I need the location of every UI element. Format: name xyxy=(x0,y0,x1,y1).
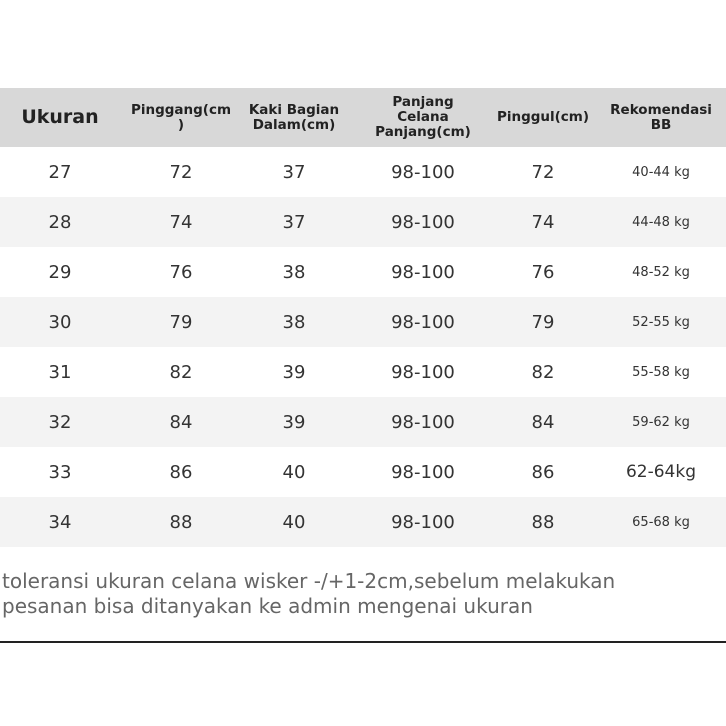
header-length: Panjang Celana Panjang(cm) xyxy=(375,94,471,140)
cell-weight: 65-68 kg xyxy=(632,514,690,530)
cell-inseam: 38 xyxy=(282,311,306,333)
cell-length: 98-100 xyxy=(391,211,455,233)
cell-length: 98-100 xyxy=(391,161,455,183)
note-line-1: toleransi ukuran celana wisker -/+1-2cm,sebelum melakukan xyxy=(2,569,616,593)
cell-size: 28 xyxy=(48,211,72,233)
table-row xyxy=(0,397,726,447)
table-row xyxy=(0,247,726,297)
header-size: Ukuran xyxy=(21,106,99,128)
table-row xyxy=(0,347,726,397)
cell-length: 98-100 xyxy=(391,461,455,483)
cell-inseam: 39 xyxy=(282,411,306,433)
cell-inseam: 40 xyxy=(282,461,306,483)
cell-size: 30 xyxy=(48,311,72,333)
cell-hip: 84 xyxy=(531,411,555,433)
cell-weight: 62-64kg xyxy=(625,462,697,482)
cell-waist: 82 xyxy=(169,361,193,383)
cell-weight: 55-58 kg xyxy=(632,364,690,380)
cell-inseam: 40 xyxy=(282,511,306,533)
cell-hip: 88 xyxy=(531,511,555,533)
table-row xyxy=(0,497,726,547)
cell-waist: 74 xyxy=(169,211,193,233)
table-row xyxy=(0,147,726,197)
cell-hip: 76 xyxy=(531,261,555,283)
cell-weight: 44-48 kg xyxy=(632,214,690,230)
cell-hip: 74 xyxy=(531,211,555,233)
tolerance-note xyxy=(2,569,615,619)
cell-size: 32 xyxy=(48,411,72,433)
cell-waist: 79 xyxy=(169,311,193,333)
cell-size: 34 xyxy=(48,511,72,533)
cell-inseam: 37 xyxy=(282,211,306,233)
cell-waist: 72 xyxy=(169,161,193,183)
cell-hip: 72 xyxy=(531,161,555,183)
cell-inseam: 39 xyxy=(282,361,306,383)
cell-length: 98-100 xyxy=(391,311,455,333)
cell-weight: 52-55 kg xyxy=(632,314,690,330)
cell-weight: 59-62 kg xyxy=(632,414,690,430)
table-row xyxy=(0,297,726,347)
cell-hip: 82 xyxy=(531,361,555,383)
table-row xyxy=(0,447,726,497)
cell-size: 27 xyxy=(48,161,72,183)
note-line-2: pesanan bisa ditanyakan ke admin mengenai ukuran xyxy=(2,594,533,618)
cell-waist: 88 xyxy=(169,511,193,533)
table-row xyxy=(0,197,726,247)
cell-length: 98-100 xyxy=(391,511,455,533)
header-weight: Rekomendasi BB xyxy=(610,101,712,133)
cell-size: 31 xyxy=(48,361,72,383)
table-header xyxy=(0,88,726,147)
cell-inseam: 38 xyxy=(282,261,306,283)
cell-length: 98-100 xyxy=(391,261,455,283)
cell-size: 29 xyxy=(48,261,72,283)
cell-hip: 86 xyxy=(531,461,555,483)
header-inseam: Kaki Bagian Dalam(cm) xyxy=(248,101,340,133)
cell-length: 98-100 xyxy=(391,361,455,383)
cell-weight: 40-44 kg xyxy=(632,164,690,180)
cell-waist: 84 xyxy=(169,411,193,433)
cell-waist: 76 xyxy=(169,261,193,283)
cell-length: 98-100 xyxy=(391,411,455,433)
header-waist: Pinggang(cm ) xyxy=(130,101,232,133)
cell-hip: 79 xyxy=(531,311,555,333)
cell-size: 33 xyxy=(48,461,72,483)
cell-inseam: 37 xyxy=(282,161,306,183)
header-hip: Pinggul(cm) xyxy=(496,109,590,125)
cell-waist: 86 xyxy=(169,461,193,483)
cell-weight: 48-52 kg xyxy=(632,264,690,280)
divider xyxy=(0,641,726,643)
